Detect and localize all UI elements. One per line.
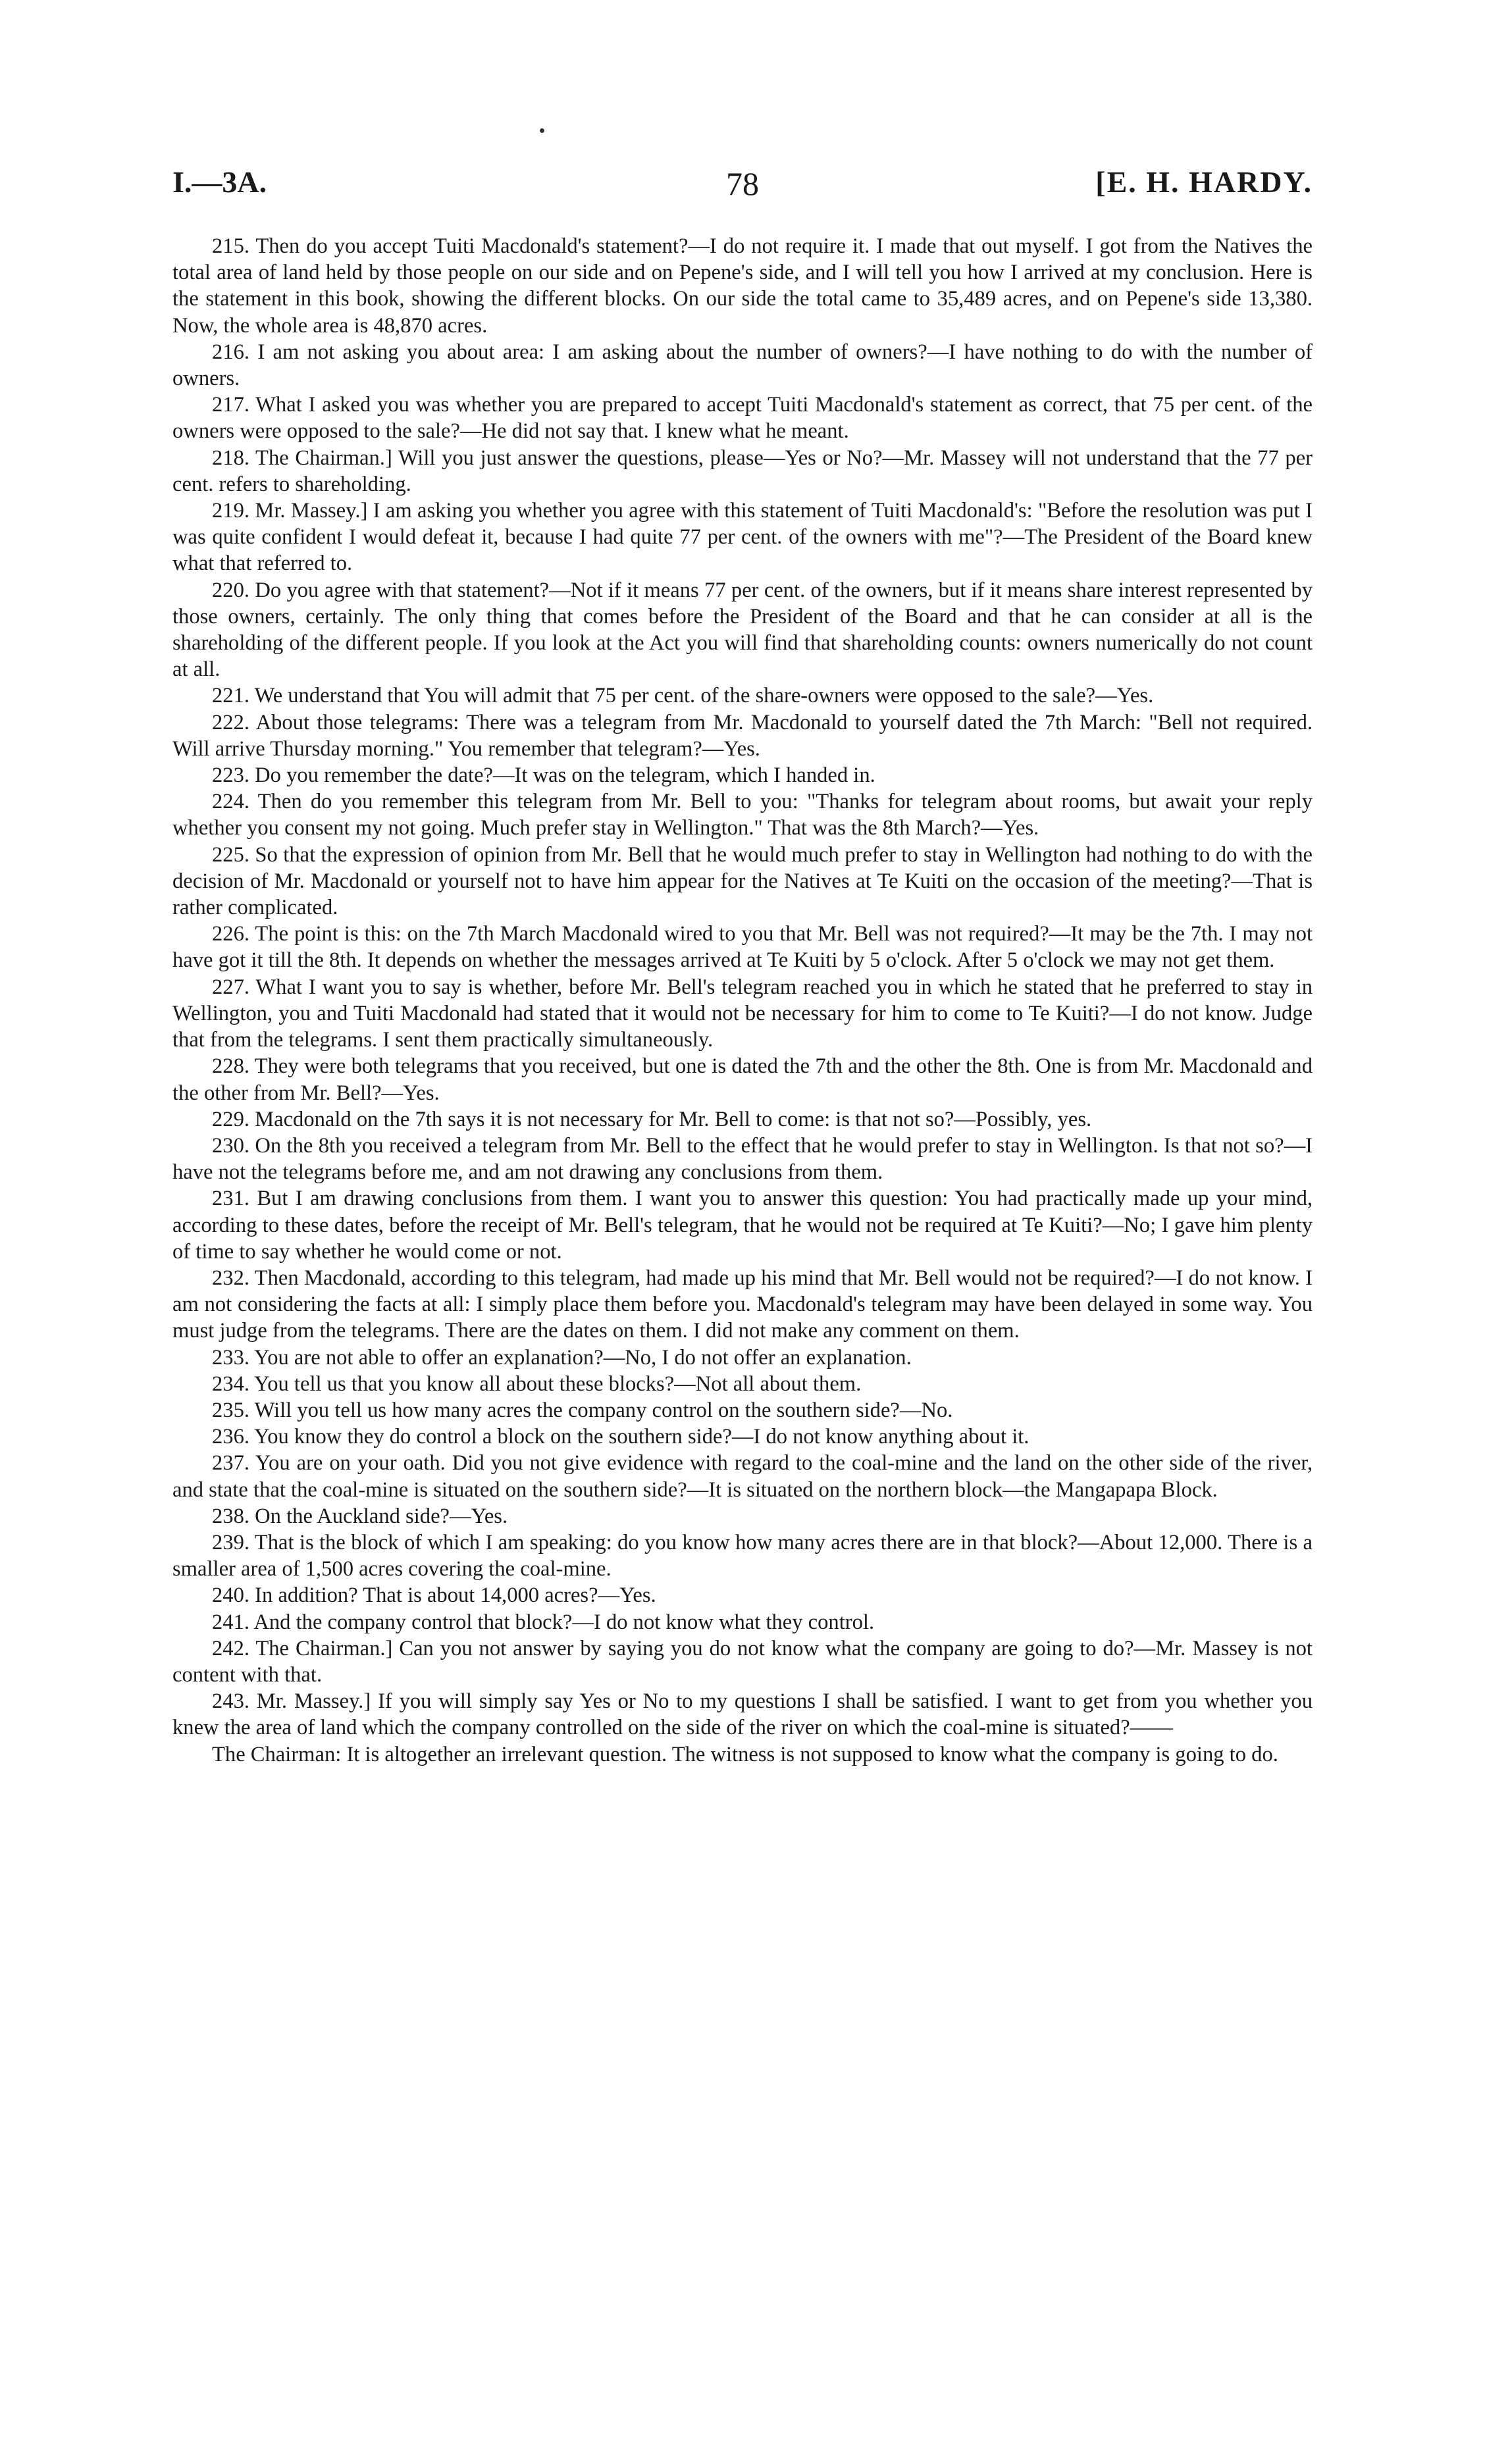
paragraph-232: 232. Then Macdonald, according to this telegram, had made up his mind that Mr. Bell would not be required?—I do not know. I am not considering the facts at all: I simply place them before you. Macdonald's telegram may have been delayed in some way. You must judge from the telegrams. There are the dates on them. I did not make any comment on them.: [172, 1266, 1313, 1343]
paragraph-216: 216. I am not asking you about area: I am asking about the number of owners?—I have nothing to do with the number of owners.: [172, 340, 1313, 391]
paragraph-226: 226. The point is this: on the 7th March Macdonald wired to you that Mr. Bell was not required?—It may be the 7th. I may not have got it till the 8th. It depends on whether the messages arrived at Te Kuiti by 5 o'clock. After 5 o'clock we may not get them.: [172, 922, 1313, 973]
paragraph-231: 231. But I am drawing conclusions from them. I want you to answer this question: You had practically made up your mind, according to these dates, before the receipt of Mr. Bell's telegram, that he would not be required at Te Kuiti?—No; I gave him plenty of time to say whether he would come or not.: [172, 1187, 1313, 1264]
paragraph-241: 241. And the company control that block?—I do not know what they control.: [212, 1610, 875, 1634]
paragraph-242: 242. The Chairman.] Can you not answer by saying you do not know what the company are going to do?—Mr. Massey is not content with that.: [172, 1636, 1313, 1687]
paragraph-228: 228. They were both telegrams that you received, but one is dated the 7th and the other the 8th. One is from Mr. Macdonald and the other from Mr. Bell?—Yes.: [172, 1054, 1313, 1105]
body-text: [172, 233, 1313, 1768]
paragraph-222: 222. About those telegrams: There was a telegram from Mr. Macdonald to yourself dated the 7th March: "Bell not required. Will arrive Thursday morning." You remember that telegram?—Yes.: [172, 710, 1313, 761]
paragraph-238: 238. On the Auckland side?—Yes.: [212, 1504, 508, 1528]
document-code: I.—3A.: [172, 165, 267, 199]
paragraph-218: 218. The Chairman.] Will you just answer the questions, please—Yes or No?—Mr. Massey will not understand that the 77 per cent. refers to shareholding.: [172, 446, 1313, 496]
paragraph-239: 239. That is the block of which I am speaking: do you know how many acres there are in that block?—About 12,000. There is a smaller area of 1,500 acres covering the coal-mine.: [172, 1530, 1313, 1581]
page-number: 78: [726, 165, 759, 202]
paragraph-243: 243. Mr. Massey.] If you will simply say Yes or No to my questions I shall be satisfied. I want to get from you whether you knew the area of land which the company controlled on the side of the river on which the coal-mine is situated?——: [172, 1689, 1313, 1740]
paragraph-230: 230. On the 8th you received a telegram from Mr. Bell to the effect that he would prefer to stay in Wellington. Is that not so?—I have not the telegrams before me, and am not drawing any conclusions from them.: [172, 1133, 1313, 1185]
paragraph-224: 224. Then do you remember this telegram from Mr. Bell to you: "Thanks for telegram about rooms, but await your reply whether you consent my not going. Much prefer stay in Wellington." That was the 8th March?—Yes.: [172, 790, 1313, 840]
paragraph-240: 240. In addition? That is about 14,000 acres?—Yes.: [212, 1583, 656, 1608]
paragraph-234: 234. You tell us that you know all about these blocks?—Not all about them.: [212, 1372, 862, 1396]
page: [172, 165, 1313, 1768]
paragraph-217: 217. What I asked you was whether you are prepared to accept Tuiti Macdonald's statement as correct, that 75 per cent. of the owners were opposed to the sale?—He did not say that. I knew what he meant.: [172, 393, 1313, 444]
paragraph-223: 223. Do you remember the date?—It was on the telegram, which I handed in.: [212, 763, 875, 788]
paragraph-237: 237. You are on your oath. Did you not give evidence with regard to the coal-mine and the land on the other side of the river, and state that the coal-mine is situated on the southern side?—It is situated on the northern block—the Mangapapa Block.: [172, 1451, 1313, 1502]
paragraph-225: 225. So that the expression of opinion from Mr. Bell that he would much prefer to stay in Wellington had nothing to do with the decision of Mr. Macdonald or yourself not to have him appear for the Natives at Te Kuiti on the occasion of the meeting?—That is rather complicated.: [172, 842, 1313, 920]
paragraph-229: 229. Macdonald on the 7th says it is not necessary for Mr. Bell to come: is that not so?—Possibly, yes.: [212, 1107, 1092, 1131]
paragraph-chairman-remark: The Chairman: It is altogether an irrelevant question. The witness is not supposed to know what the company is going to do.: [212, 1742, 1278, 1766]
witness-name: [E. H. HARDY.: [1095, 165, 1313, 199]
paragraph-219: 219. Mr. Massey.] I am asking you whether you agree with this statement of Tuiti Macdonald's: "Before the resolution was put I was quite confident I would defeat it, because I had quite 77 per cent. of the owners with me"?—The President of the Board knew what that referred to.: [172, 499, 1313, 576]
paragraph-220: 220. Do you agree with that statement?—Not if it means 77 per cent. of the owners, but if it means share interest represented by those owners, certainly. The only thing that comes before the President of the Board and that he can consider at all is the shareholding of the different people. If you look at the Act you will find that shareholding counts: owners numerically do not count at all.: [172, 578, 1313, 682]
paragraph-227: 227. What I want you to say is whether, before Mr. Bell's telegram reached you in which he stated that he preferred to stay in Wellington, you and Tuiti Macdonald had stated that it would not be necessary for him to come to Te Kuiti?—I do not know. Judge that from the telegrams. I sent them practically simultaneously.: [172, 975, 1313, 1052]
paragraph-221: 221. We understand that You will admit that 75 per cent. of the share-owners were opposed to the sale?—Yes.: [212, 684, 1154, 708]
paragraph-235: 235. Will you tell us how many acres the company control on the southern side?—No.: [212, 1398, 953, 1422]
paragraph-236: 236. You know they do control a block on the southern side?—I do not know anything about it.: [212, 1425, 1029, 1449]
paragraph-233: 233. You are not able to offer an explanation?—No, I do not offer an explanation.: [212, 1345, 912, 1370]
stray-dot: [540, 128, 544, 133]
paragraph-215: 215. Then do you accept Tuiti Macdonald's statement?—I do not require it. I made that out myself. I got from the Natives the total area of land held by those people on our side and on Pepene's side, and I will tell you how I arrived at my conclusion. Here is the statement in this book, showing the different blocks. On our side the total came to 35,489 acres, and on Pepene's side 13,380. Now, the whole area is 48,870 acres.: [172, 234, 1313, 338]
page-header: [172, 165, 1313, 211]
